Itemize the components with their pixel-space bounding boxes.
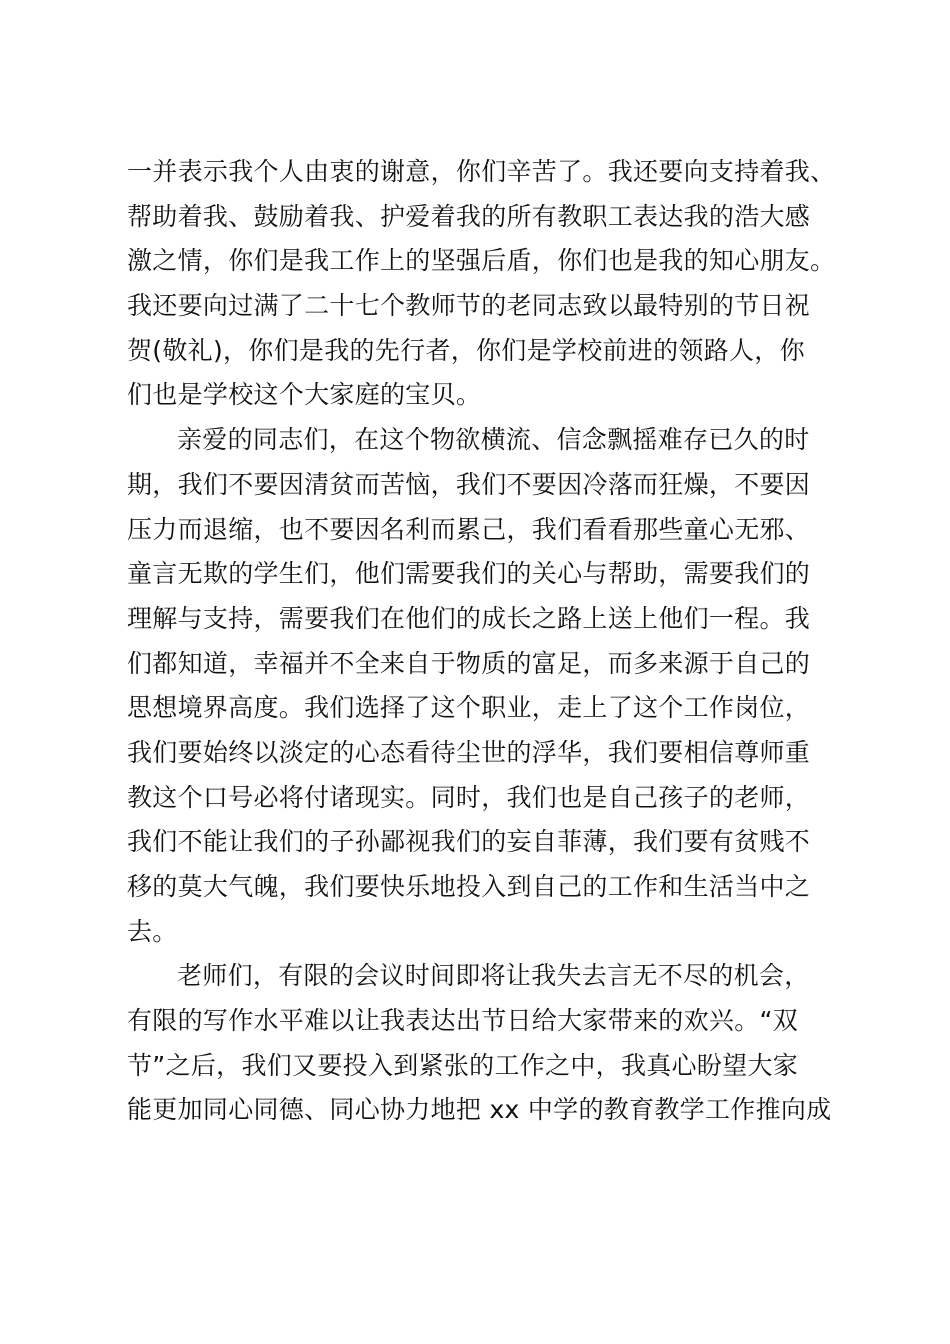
text-line: 我们要始终以淡定的心态看待尘世的浮华，我们要相信尊师重 <box>127 737 811 767</box>
text-line: 期，我们不要因清贫而苦恼，我们不要因冷落而狂燥，不要因 <box>127 469 811 499</box>
paragraph-3 <box>127 954 847 1133</box>
text-line: 亲爱的同志们，在这个物欲横流、信念飘摇难存已久的时 <box>177 425 810 455</box>
paragraph-2 <box>127 418 847 954</box>
body-text <box>127 150 847 1133</box>
text-line: 能更加同心同德、同心协力地把 xx 中学的教育教学工作推向成 <box>127 1095 832 1125</box>
text-line: 教这个口号必将付诸现实。同时，我们也是自己孩子的老师， <box>127 782 811 812</box>
text-line: 老师们，有限的会议时间即将让我失去言无不尽的机会， <box>177 961 810 991</box>
text-line: 贺(敬礼)，你们是我的先行者，你们是学校前进的领路人，你 <box>127 335 805 365</box>
text-line: 有限的写作水平难以让我表达出节日给大家带来的欢兴。“双 <box>127 1006 799 1036</box>
paragraph-1 <box>127 150 847 418</box>
text-line: 激之情，你们是我工作上的坚强后盾，你们也是我的知心朋友。 <box>127 246 836 276</box>
text-line: 帮助着我、鼓励着我、护爱着我的所有教职工表达我的浩大感 <box>127 201 811 231</box>
text-line: 移的莫大气魄，我们要快乐地投入到自己的工作和生活当中之 <box>127 872 811 901</box>
text-line: 压力而退缩，也不要因名利而累己，我们看看那些童心无邪、 <box>127 514 811 544</box>
text-line: 理解与支持，需要我们在他们的成长之路上送上他们一程。我 <box>127 603 811 633</box>
text-line: 们都知道，幸福并不全来自于物质的富足，而多来源于自己的 <box>127 648 811 678</box>
text-line: 去。 <box>127 916 178 946</box>
text-line: 思想境界高度。我们选择了这个职业，走上了这个工作岗位， <box>127 693 811 723</box>
text-line: 们也是学校这个大家庭的宝贝。 <box>127 380 482 410</box>
text-line: 我们不能让我们的子孙鄙视我们的妄自菲薄，我们要有贫贱不 <box>127 827 811 857</box>
text-line: 一并表示我个人由衷的谢意，你们辛苦了。我还要向支持着我、 <box>127 157 836 186</box>
text-line: 节”之后，我们又要投入到紧张的工作之中，我真心盼望大家 <box>127 1050 799 1080</box>
text-line: 我还要向过满了二十七个教师节的老同志致以最特别的节日祝 <box>127 291 811 321</box>
text-line: 童言无欺的学生们，他们需要我们的关心与帮助，需要我们的 <box>127 559 811 589</box>
